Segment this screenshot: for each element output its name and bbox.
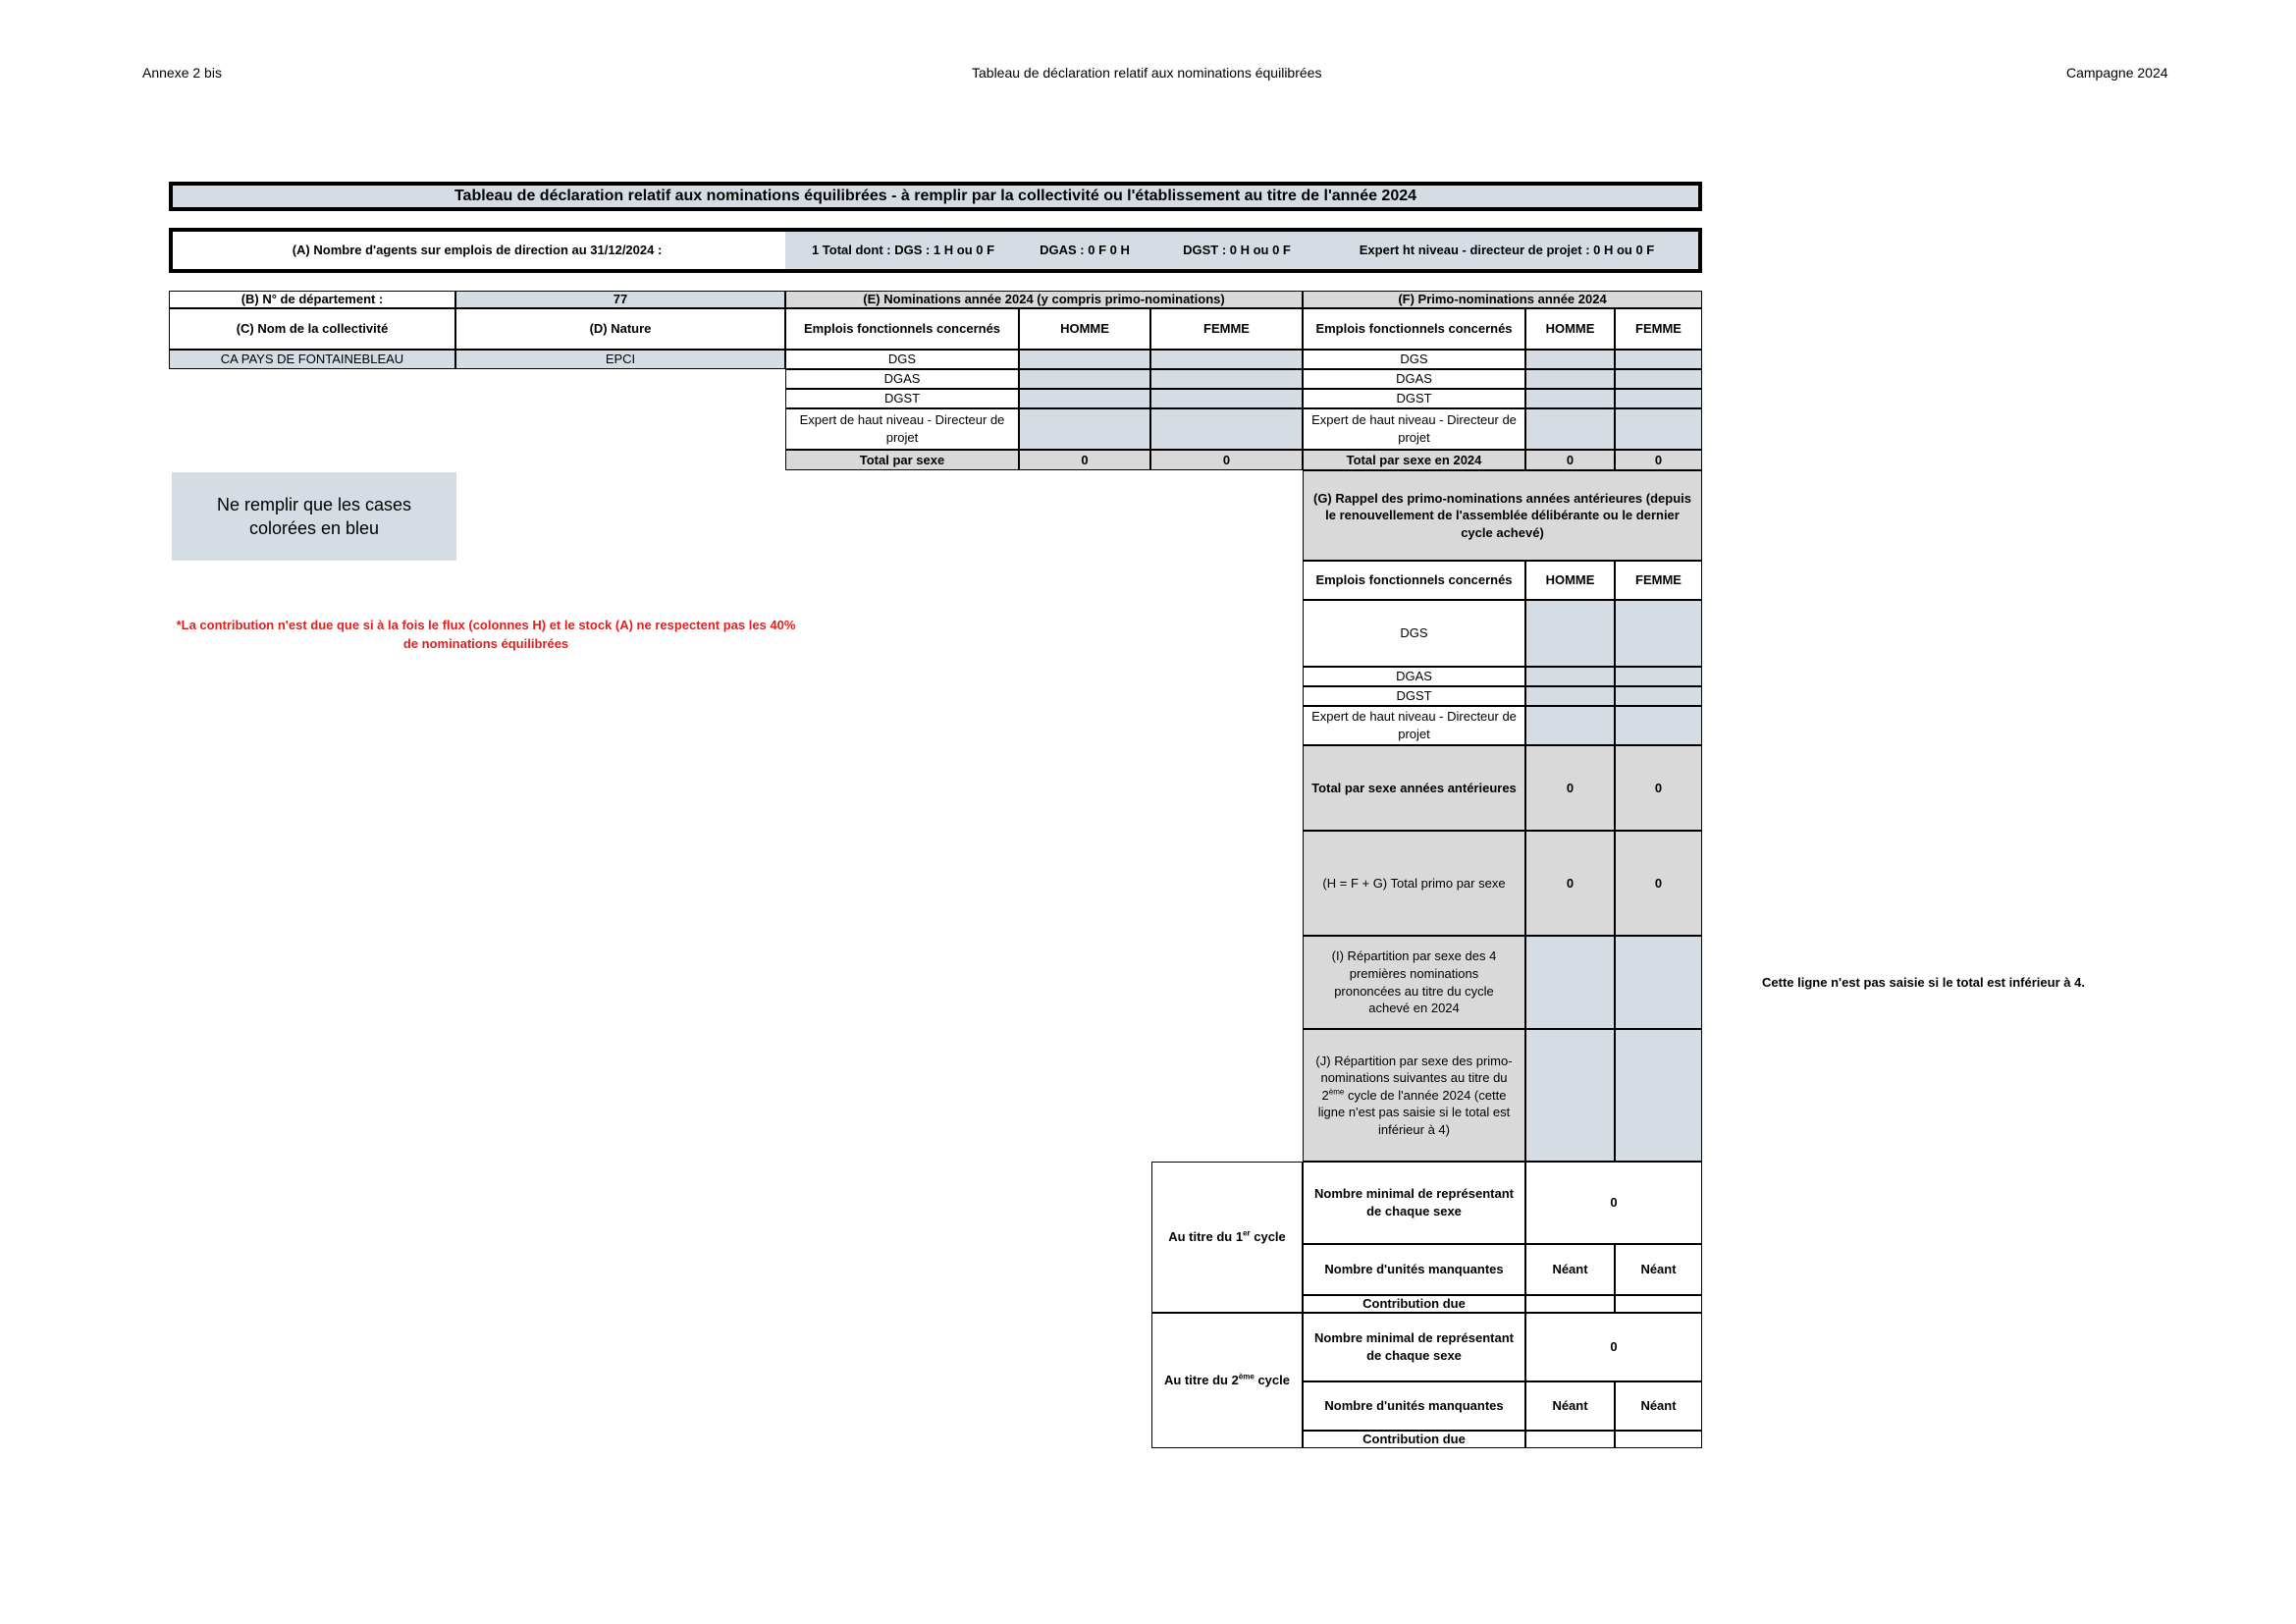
- cycle-1-missing-label: Nombre d'unités manquantes: [1303, 1244, 1525, 1295]
- nature-label: (D) Nature: [455, 308, 785, 350]
- cycle-2-min-value: 0: [1525, 1313, 1702, 1381]
- section-f-row-label: DGST: [1303, 389, 1525, 408]
- section-j-text-2: cycle de l'année 2024 (cette ligne n'est pas saisie si le total est inférieur à 4): [1317, 1087, 1511, 1137]
- agents-label: (A) Nombre d'agents sur emplois de direction au 31/12/2024 :: [292, 243, 663, 258]
- cycle-1-label-post: cycle: [1250, 1229, 1286, 1245]
- section-g-dgs-homme[interactable]: [1525, 600, 1615, 667]
- section-g-col-femme: FEMME: [1615, 561, 1702, 600]
- section-e-dgst-homme[interactable]: [1019, 389, 1150, 408]
- cycle-1-label: [1151, 1162, 1303, 1313]
- section-e-col-emplois: Emplois fonctionnels concernés: [785, 308, 1019, 350]
- cycle-2-label: [1151, 1313, 1303, 1448]
- section-e-expert-homme[interactable]: [1019, 408, 1150, 450]
- agents-dgst[interactable]: DGST : 0 H ou 0 F: [1183, 243, 1291, 258]
- nature-value[interactable]: EPCI: [455, 350, 785, 369]
- agents-total[interactable]: 1 Total dont : DGS : 1 H ou 0 F: [811, 243, 995, 258]
- cycle-2-missing-femme: Néant: [1615, 1381, 1702, 1431]
- collectivity-name-label: (C) Nom de la collectivité: [169, 308, 455, 350]
- cycle-2-contribution-label: Contribution due: [1303, 1431, 1525, 1448]
- section-f-dgas-femme[interactable]: [1615, 369, 1702, 389]
- section-g-row-label: Expert de haut niveau - Directeur de projet: [1303, 706, 1525, 745]
- cycle-1-min-label: Nombre minimal de représentant de chaque sexe: [1303, 1162, 1525, 1244]
- section-g-expert-homme[interactable]: [1525, 706, 1615, 745]
- section-e-title: (E) Nominations année 2024 (y compris primo-nominations): [785, 291, 1303, 308]
- section-e-row-label: DGAS: [785, 369, 1019, 389]
- section-e-dgas-femme[interactable]: [1150, 369, 1303, 389]
- section-g-dgas-femme[interactable]: [1615, 667, 1702, 686]
- cycle-1-label-sup: er: [1243, 1228, 1251, 1238]
- cycle-2-missing-label: Nombre d'unités manquantes: [1303, 1381, 1525, 1431]
- section-f-expert-homme[interactable]: [1525, 408, 1615, 450]
- cycle-1-contribution-homme: [1525, 1295, 1615, 1313]
- agents-expert[interactable]: Expert ht niveau - directeur de projet : 0 H ou 0 F: [1359, 243, 1655, 258]
- fill-instructions-note: Ne remplir que les cases colorées en bleu: [172, 472, 456, 561]
- section-e-dgst-femme[interactable]: [1150, 389, 1303, 408]
- cycle-1-contribution-label: Contribution due: [1303, 1295, 1525, 1313]
- section-g-title: (G) Rappel des primo-nominations années antérieures (depuis le renouvellement de l'assemblée délibérante ou le dernier cycle achevé): [1303, 470, 1702, 561]
- page-header-title: Tableau de déclaration relatif aux nominations équilibrées: [972, 65, 1322, 81]
- campaign-label: Campagne 2024: [2066, 65, 2168, 81]
- section-i-label: (I) Répartition par sexe des 4 premières nominations prononcées au titre du cycle achevé en 2024: [1303, 936, 1525, 1029]
- side-note: Cette ligne n'est pas saisie si le total est inférieur à 4.: [1762, 975, 2085, 990]
- section-e-dgs-homme[interactable]: [1019, 350, 1150, 369]
- section-h-femme: 0: [1615, 831, 1702, 936]
- section-g-col-homme: HOMME: [1525, 561, 1615, 600]
- section-f-row-label: DGS: [1303, 350, 1525, 369]
- section-e-total-label: Total par sexe: [785, 450, 1019, 470]
- section-f-total-label: Total par sexe en 2024: [1303, 450, 1525, 470]
- section-f-row-label: Expert de haut niveau - Directeur de projet: [1303, 408, 1525, 450]
- cycle-1-missing-femme: Néant: [1615, 1244, 1702, 1295]
- section-j-text-1: (J) Répartition par sexe des primo-nominations suivantes au titre du 2: [1315, 1053, 1513, 1103]
- contribution-warning: *La contribution n'est due que si à la fois le flux (colonnes H) et le stock (A) ne respectent pas les 40% de nominations équilibrées: [176, 618, 796, 651]
- cycle-1-missing-homme: Néant: [1525, 1244, 1615, 1295]
- section-f-col-femme: FEMME: [1615, 308, 1702, 350]
- dept-label: (B) N° de département :: [169, 291, 455, 308]
- section-g-row-label: DGAS: [1303, 667, 1525, 686]
- cycle-2-label-pre: Au titre du 2: [1163, 1373, 1239, 1388]
- section-i-homme[interactable]: [1525, 936, 1615, 1029]
- section-g-row-label: DGST: [1303, 686, 1525, 706]
- dept-value[interactable]: 77: [455, 291, 785, 308]
- cycle-2-min-label: Nombre minimal de représentant de chaque sexe: [1303, 1313, 1525, 1381]
- section-j-homme[interactable]: [1525, 1029, 1615, 1162]
- section-j-label: [1303, 1029, 1525, 1162]
- collectivity-name-value[interactable]: CA PAYS DE FONTAINEBLEAU: [169, 350, 455, 369]
- section-f-dgas-homme[interactable]: [1525, 369, 1615, 389]
- section-e-row-label: DGS: [785, 350, 1019, 369]
- section-g-dgs-femme[interactable]: [1615, 600, 1702, 667]
- agents-dgas[interactable]: DGAS : 0 F 0 H: [1040, 243, 1130, 258]
- section-f-dgst-femme[interactable]: [1615, 389, 1702, 408]
- section-g-col-emplois: Emplois fonctionnels concernés: [1303, 561, 1525, 600]
- cycle-2-contribution-homme: [1525, 1431, 1615, 1448]
- section-e-total-femme: 0: [1150, 450, 1303, 470]
- section-g-expert-femme[interactable]: [1615, 706, 1702, 745]
- section-f-total-femme: 0: [1615, 450, 1702, 470]
- section-e-expert-femme[interactable]: [1150, 408, 1303, 450]
- section-f-title: (F) Primo-nominations année 2024: [1303, 291, 1702, 308]
- section-f-dgs-femme[interactable]: [1615, 350, 1702, 369]
- section-j-femme[interactable]: [1615, 1029, 1702, 1162]
- section-e-row-label: DGST: [785, 389, 1019, 408]
- section-e-col-homme: HOMME: [1019, 308, 1150, 350]
- section-g-dgst-homme[interactable]: [1525, 686, 1615, 706]
- annex-label: Annexe 2 bis: [142, 65, 222, 81]
- section-f-total-homme: 0: [1525, 450, 1615, 470]
- section-e-total-homme: 0: [1019, 450, 1150, 470]
- cycle-2-label-sup: ème: [1238, 1372, 1255, 1381]
- section-f-col-homme: HOMME: [1525, 308, 1615, 350]
- section-e-dgas-homme[interactable]: [1019, 369, 1150, 389]
- table-title: Tableau de déclaration relatif aux nominations équilibrées - à remplir par la collectivité ou l'établissement au titre de l'année 2024: [169, 182, 1702, 211]
- cycle-2-contribution-femme: [1615, 1431, 1702, 1448]
- section-h-homme: 0: [1525, 831, 1615, 936]
- section-g-row-label: DGS: [1303, 600, 1525, 667]
- section-g-total-homme: 0: [1525, 745, 1615, 831]
- section-f-row-label: DGAS: [1303, 369, 1525, 389]
- section-h-label: (H = F + G) Total primo par sexe: [1303, 831, 1525, 936]
- section-j-sup: ème: [1328, 1087, 1345, 1097]
- section-e-dgs-femme[interactable]: [1150, 350, 1303, 369]
- section-g-dgst-femme[interactable]: [1615, 686, 1702, 706]
- section-i-femme[interactable]: [1615, 936, 1702, 1029]
- section-f-dgs-homme[interactable]: [1525, 350, 1615, 369]
- cycle-1-label-pre: Au titre du 1: [1168, 1229, 1244, 1245]
- section-g-dgas-homme[interactable]: [1525, 667, 1615, 686]
- section-e-row-label: Expert de haut niveau - Directeur de projet: [785, 408, 1019, 450]
- section-f-expert-femme[interactable]: [1615, 408, 1702, 450]
- cycle-1-min-value: 0: [1525, 1162, 1702, 1244]
- cycle-2-label-post: cycle: [1254, 1373, 1290, 1388]
- section-g-total-label: Total par sexe années antérieures: [1303, 745, 1525, 831]
- section-g-total-femme: 0: [1615, 745, 1702, 831]
- section-f-dgst-homme[interactable]: [1525, 389, 1615, 408]
- cycle-2-missing-homme: Néant: [1525, 1381, 1615, 1431]
- cycle-1-contribution-femme: [1615, 1295, 1702, 1313]
- section-e-col-femme: FEMME: [1150, 308, 1303, 350]
- section-f-col-emplois: Emplois fonctionnels concernés: [1303, 308, 1525, 350]
